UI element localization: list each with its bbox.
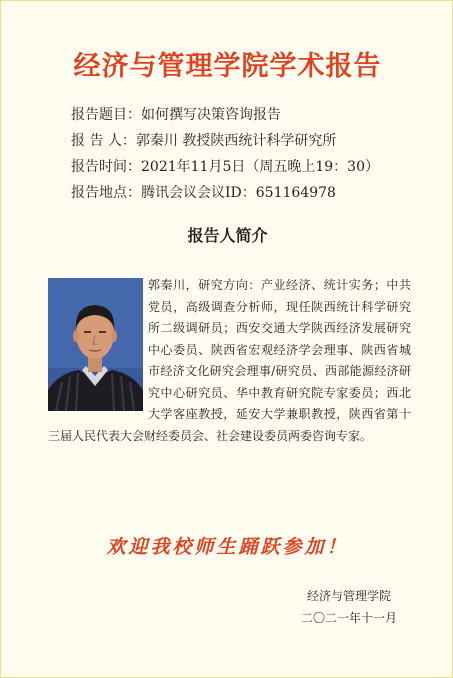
signature-block <box>301 585 397 629</box>
poster-title: 经济与管理学院学术报告 <box>73 51 382 82</box>
speaker-intro-heading: 报告人简介 <box>187 226 268 245</box>
signature-date: 二〇二一年十一月 <box>301 611 398 625</box>
report-venue: 报告地点：腾讯会议会议ID：651164978 <box>71 185 336 201</box>
report-topic: 报告题目：如何撰写决策咨询报告 <box>71 107 281 123</box>
report-time: 报告时间：2021年11月5日（周五晚上19：30） <box>71 159 379 175</box>
report-speaker: 报 告 人：郭秦川 教授陕西统计科学研究所 <box>71 133 337 149</box>
speaker-bio-text: 郭秦川，研究方向：产业经济、统计实务；中共党员，高级调查分析师，现任陕西统计科学研究所二级调研员；西安交通大学陕西经济发展研究中心委员、陕西省宏观经济学会理事、陕西省城市经济文化研究会理事/研究员、西部能源经济研究中心研究员、华中教育研究院专家委员；西北大学客座教授，延安大学兼职教授，陕西省第十三届人民代表大会财经委员会、社会建设委员两委咨询专家。 <box>48 278 411 443</box>
welcome-slogan: 欢迎我校师生踊跃参加！ <box>106 536 349 558</box>
signature-org: 经济与管理学院 <box>307 589 392 603</box>
report-info <box>71 102 379 206</box>
photo-spacer <box>48 275 148 425</box>
speaker-bio <box>48 275 411 447</box>
